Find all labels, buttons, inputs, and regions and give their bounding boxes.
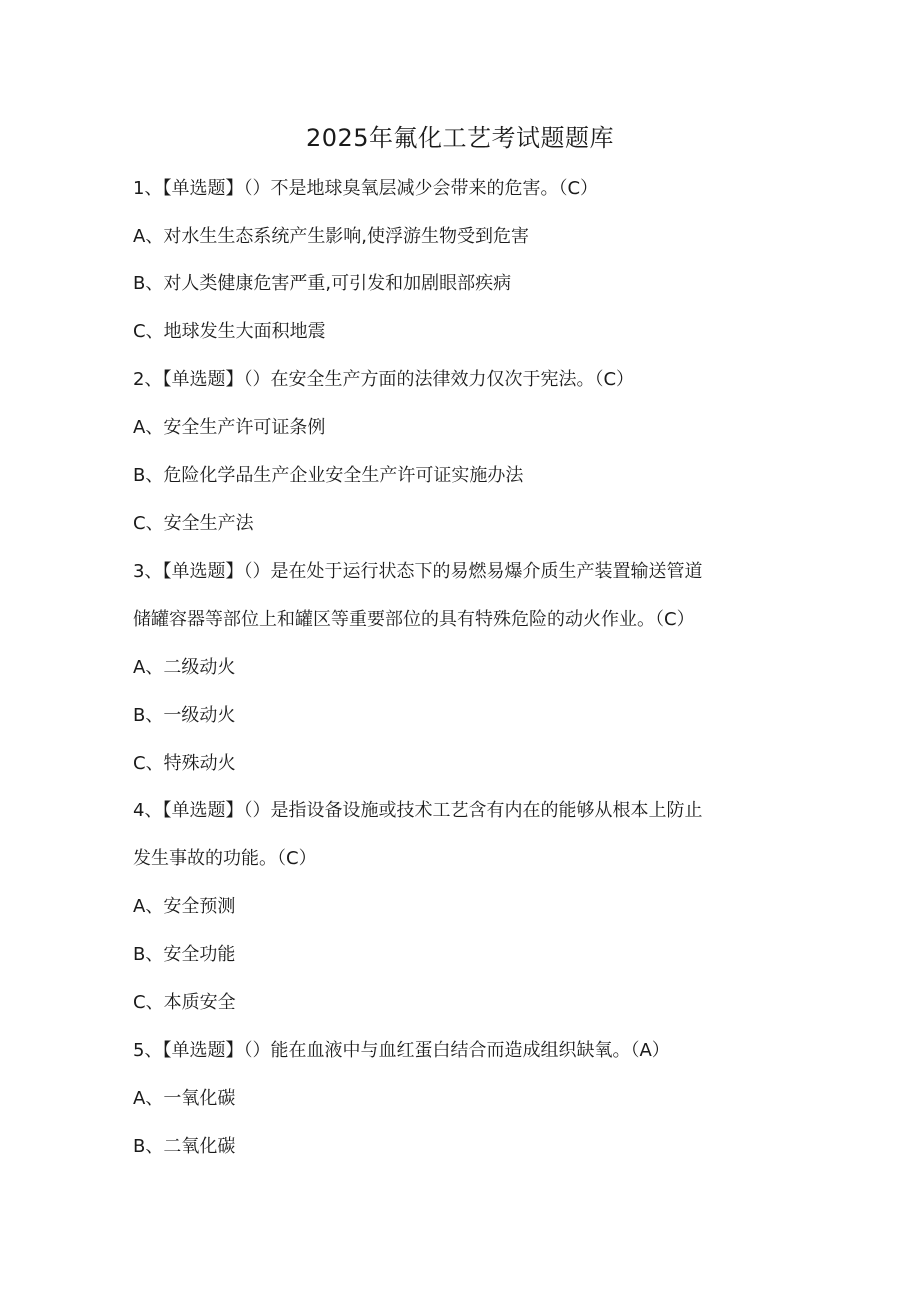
question-2-option-a: A、安全生产许可证条例 — [133, 417, 326, 438]
question-3-option-a: A、二级动火 — [133, 657, 236, 678]
question-2-option-b: B、危险化学品生产企业安全生产许可证实施办法 — [133, 465, 524, 486]
question-4-option-a: A、安全预测 — [133, 896, 236, 917]
question-5-option-a: A、一氧化碳 — [133, 1088, 236, 1109]
question-3-option-b: B、一级动火 — [133, 705, 236, 726]
question-1-option-c: C、地球发生大面积地震 — [133, 321, 326, 342]
question-3-option-c: C、特殊动火 — [133, 753, 236, 774]
question-4-option-c: C、本质安全 — [133, 992, 236, 1013]
question-4-stem-line-1: 4、【单选题】（）是指设备设施或技术工艺含有内在的能够从根本上防止 — [133, 800, 703, 821]
question-2-stem: 2、【单选题】（）在安全生产方面的法律效力仅次于宪法。（C） — [133, 369, 635, 390]
question-4-stem-line-2: 发生事故的功能。（C） — [133, 848, 317, 869]
question-1-option-a: A、对水生生态系统产生影响,使浮游生物受到危害 — [133, 226, 530, 247]
question-1-option-b: B、对人类健康危害严重,可引发和加剧眼部疾病 — [133, 273, 512, 294]
question-4-option-b: B、安全功能 — [133, 944, 236, 965]
question-5-stem: 5、【单选题】（）能在血液中与血红蛋白结合而造成组织缺氧。（A） — [133, 1040, 670, 1061]
question-2-option-c: C、安全生产法 — [133, 513, 254, 534]
question-3-stem-line-2: 储罐容器等部位上和罐区等重要部位的具有特殊危险的动火作业。（C） — [133, 609, 695, 630]
document-title: 2025年氟化工艺考试题题库 — [305, 124, 615, 152]
question-5-option-b: B、二氧化碳 — [133, 1136, 236, 1157]
question-1-stem: 1、【单选题】（）不是地球臭氧层减少会带来的危害。（C） — [133, 178, 599, 199]
question-3-stem-line-1: 3、【单选题】（）是在处于运行状态下的易燃易爆介质生产装置输送管道 — [133, 561, 703, 582]
